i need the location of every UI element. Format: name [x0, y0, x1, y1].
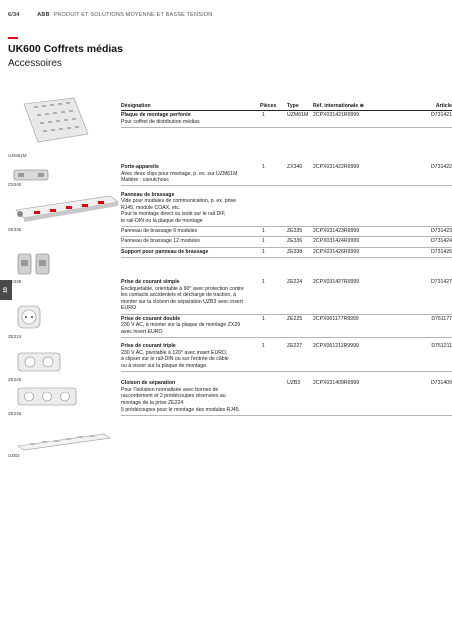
product-name: Porte-appareils — [121, 164, 159, 171]
pieces-cell: 1 — [262, 164, 265, 171]
image-caption: ZE336 — [8, 227, 22, 232]
product-name: Prise de courant triple — [121, 343, 176, 350]
page-number: 6/34 — [8, 12, 20, 18]
table-row — [121, 248, 452, 258]
accent-bar — [8, 37, 18, 39]
ref-cell: 2CPX031427R9999 — [313, 279, 360, 286]
product-name: Prise de courant double — [121, 315, 181, 322]
table-header — [121, 102, 452, 111]
product-description: Vide pour modules de communication, p. ex. prise — [121, 198, 236, 205]
product-name: Panneau de brassage — [121, 191, 175, 198]
brand-name: ABB — [37, 12, 50, 18]
type-cell: ZE224 — [287, 279, 303, 286]
type-cell: ZE225 — [287, 315, 303, 322]
col-pieces: Pièces — [260, 103, 277, 109]
product-description: 230 V AC, pivotable à 120° avec insert EURO, — [121, 349, 228, 356]
product-description: les contacts accidentels et décharge de traction, à — [121, 292, 237, 299]
product-description: monter sur la cloison de séparation UZB3 avec insert — [121, 298, 243, 305]
separation-partition-image — [16, 430, 114, 452]
type-cell: UZM61M — [287, 112, 309, 119]
image-caption: ZE225 — [8, 377, 22, 382]
product-description: RJ45, module COAX, etc. — [121, 204, 181, 211]
product-description: Panneau de brassage 6 modules — [121, 228, 198, 235]
product-description: Matière : caoutchouc — [121, 177, 170, 184]
image-caption: ZE224 — [8, 334, 22, 339]
triple-socket-image — [16, 385, 80, 409]
col-ref: Réf. internationale ⊕ — [313, 103, 365, 109]
single-socket-image — [16, 304, 44, 330]
product-table — [121, 102, 452, 416]
product-description: 5 prédécoupes pour le montage des modules RJ45. — [121, 406, 241, 413]
pieces-cell: 1 — [262, 228, 265, 235]
patch-panel-support-image — [16, 252, 54, 276]
product-description: raccordement et 2 prédécoupes réservées au — [121, 393, 226, 400]
type-cell: UZB3 — [287, 380, 301, 387]
table-row — [121, 227, 452, 237]
page-subtitle: Accessoires — [8, 58, 62, 69]
pieces-cell: 1 — [262, 112, 265, 119]
product-description: Pour coffret de distribution médias — [121, 118, 200, 125]
perforated-plate-image — [22, 96, 90, 144]
product-description: Avec deux clips pour montage, p. ex. sur UZM61M — [121, 170, 238, 177]
ref-cell: 2CPX031421R9999 — [313, 112, 360, 119]
image-caption: ZX340 — [8, 182, 22, 187]
col-designation: Désignation — [121, 103, 151, 109]
product-description: Pour l'isolation normalisée avec bornes de — [121, 386, 219, 393]
article-cell: D731427 — [430, 279, 452, 286]
table-row — [121, 190, 452, 227]
product-description: Pour le montage direct ou isolé sur le rail DIF, — [121, 211, 226, 218]
type-cell: ZX340 — [287, 164, 303, 171]
double-socket-image — [16, 350, 64, 374]
article-cell: D761211 — [431, 343, 452, 350]
ref-cell: 2CPX031409R9999 — [313, 380, 360, 387]
image-caption: UZM61M — [8, 153, 27, 158]
product-description: 230 V AC, à monter sur la plaque de montage ZX29 — [121, 322, 241, 329]
pieces-cell: 1 — [262, 238, 265, 245]
patch-panel-image — [14, 192, 120, 224]
table-row — [121, 237, 452, 247]
article-cell: D731421 — [430, 112, 452, 119]
ref-cell: 2CPX031424R9999 — [313, 238, 360, 245]
col-type: Type — [287, 103, 299, 109]
product-description: Panneau de brassage 12 modules — [121, 238, 201, 245]
chapter-tab: 10 — [0, 280, 12, 300]
ref-cell: 2CPX031426R9999 — [313, 248, 360, 255]
product-name: Cloison de séparation — [121, 380, 176, 387]
article-cell: D731426 — [430, 248, 452, 255]
table-row — [121, 315, 452, 338]
product-description: le rail-DIN ou la plaque de montage — [121, 217, 203, 224]
type-cell: ZE335 — [287, 228, 303, 235]
product-name: Prise de courant simple — [121, 279, 180, 286]
pieces-cell: 1 — [262, 279, 265, 286]
table-row — [121, 278, 452, 315]
pieces-cell: 1 — [262, 248, 265, 255]
product-description: ou à visser sur la plaque de montage. — [121, 362, 208, 369]
product-description: Encliquetable, orientable à 90° avec protection contre — [121, 285, 244, 292]
table-row — [121, 111, 452, 128]
product-name: Support pour panneau de brassage — [121, 248, 209, 255]
article-cell: D731409 — [430, 380, 452, 387]
type-cell: ZE227 — [287, 343, 303, 350]
col-article: Article — [435, 103, 452, 109]
table-row — [121, 379, 452, 416]
article-cell: D731424 — [430, 238, 452, 245]
page-header — [8, 12, 212, 18]
product-description: montage de la prise ZE224 — [121, 400, 184, 406]
pieces-cell: 1 — [262, 343, 265, 350]
product-name: Plaque de montage perforée — [121, 112, 191, 119]
ref-cell: 2CPX031423R9999 — [313, 228, 360, 235]
article-cell: D731422 — [430, 164, 452, 171]
table-row — [121, 163, 452, 186]
image-caption: ZE338 — [8, 279, 22, 284]
section-title: PRODUIT ET SOLUTIONS MOYENNE ET BASSE TENSION — [53, 12, 213, 18]
product-description: EURO — [121, 305, 136, 312]
product-description: à clipser sur le rail-DIN ou sur l'entrée de câble — [121, 356, 229, 363]
pieces-cell: 1 — [262, 315, 265, 322]
type-cell: ZE336 — [287, 238, 303, 245]
article-cell: D761177 — [431, 315, 452, 322]
article-cell: D731423 — [430, 228, 452, 235]
page-title: UK600 Coffrets médias — [8, 43, 123, 55]
table-row — [121, 342, 452, 372]
type-cell: ZE338 — [287, 248, 303, 255]
ref-cell: 2CPX061177R9999 — [313, 315, 359, 322]
product-description: avec insert EURO — [121, 328, 163, 335]
image-caption: UZB3 — [8, 453, 20, 458]
image-caption: ZE226 — [8, 411, 22, 416]
ref-cell: 2CPX061211R9999 — [313, 343, 359, 350]
ref-cell: 2CPX031422R9999 — [313, 164, 360, 171]
